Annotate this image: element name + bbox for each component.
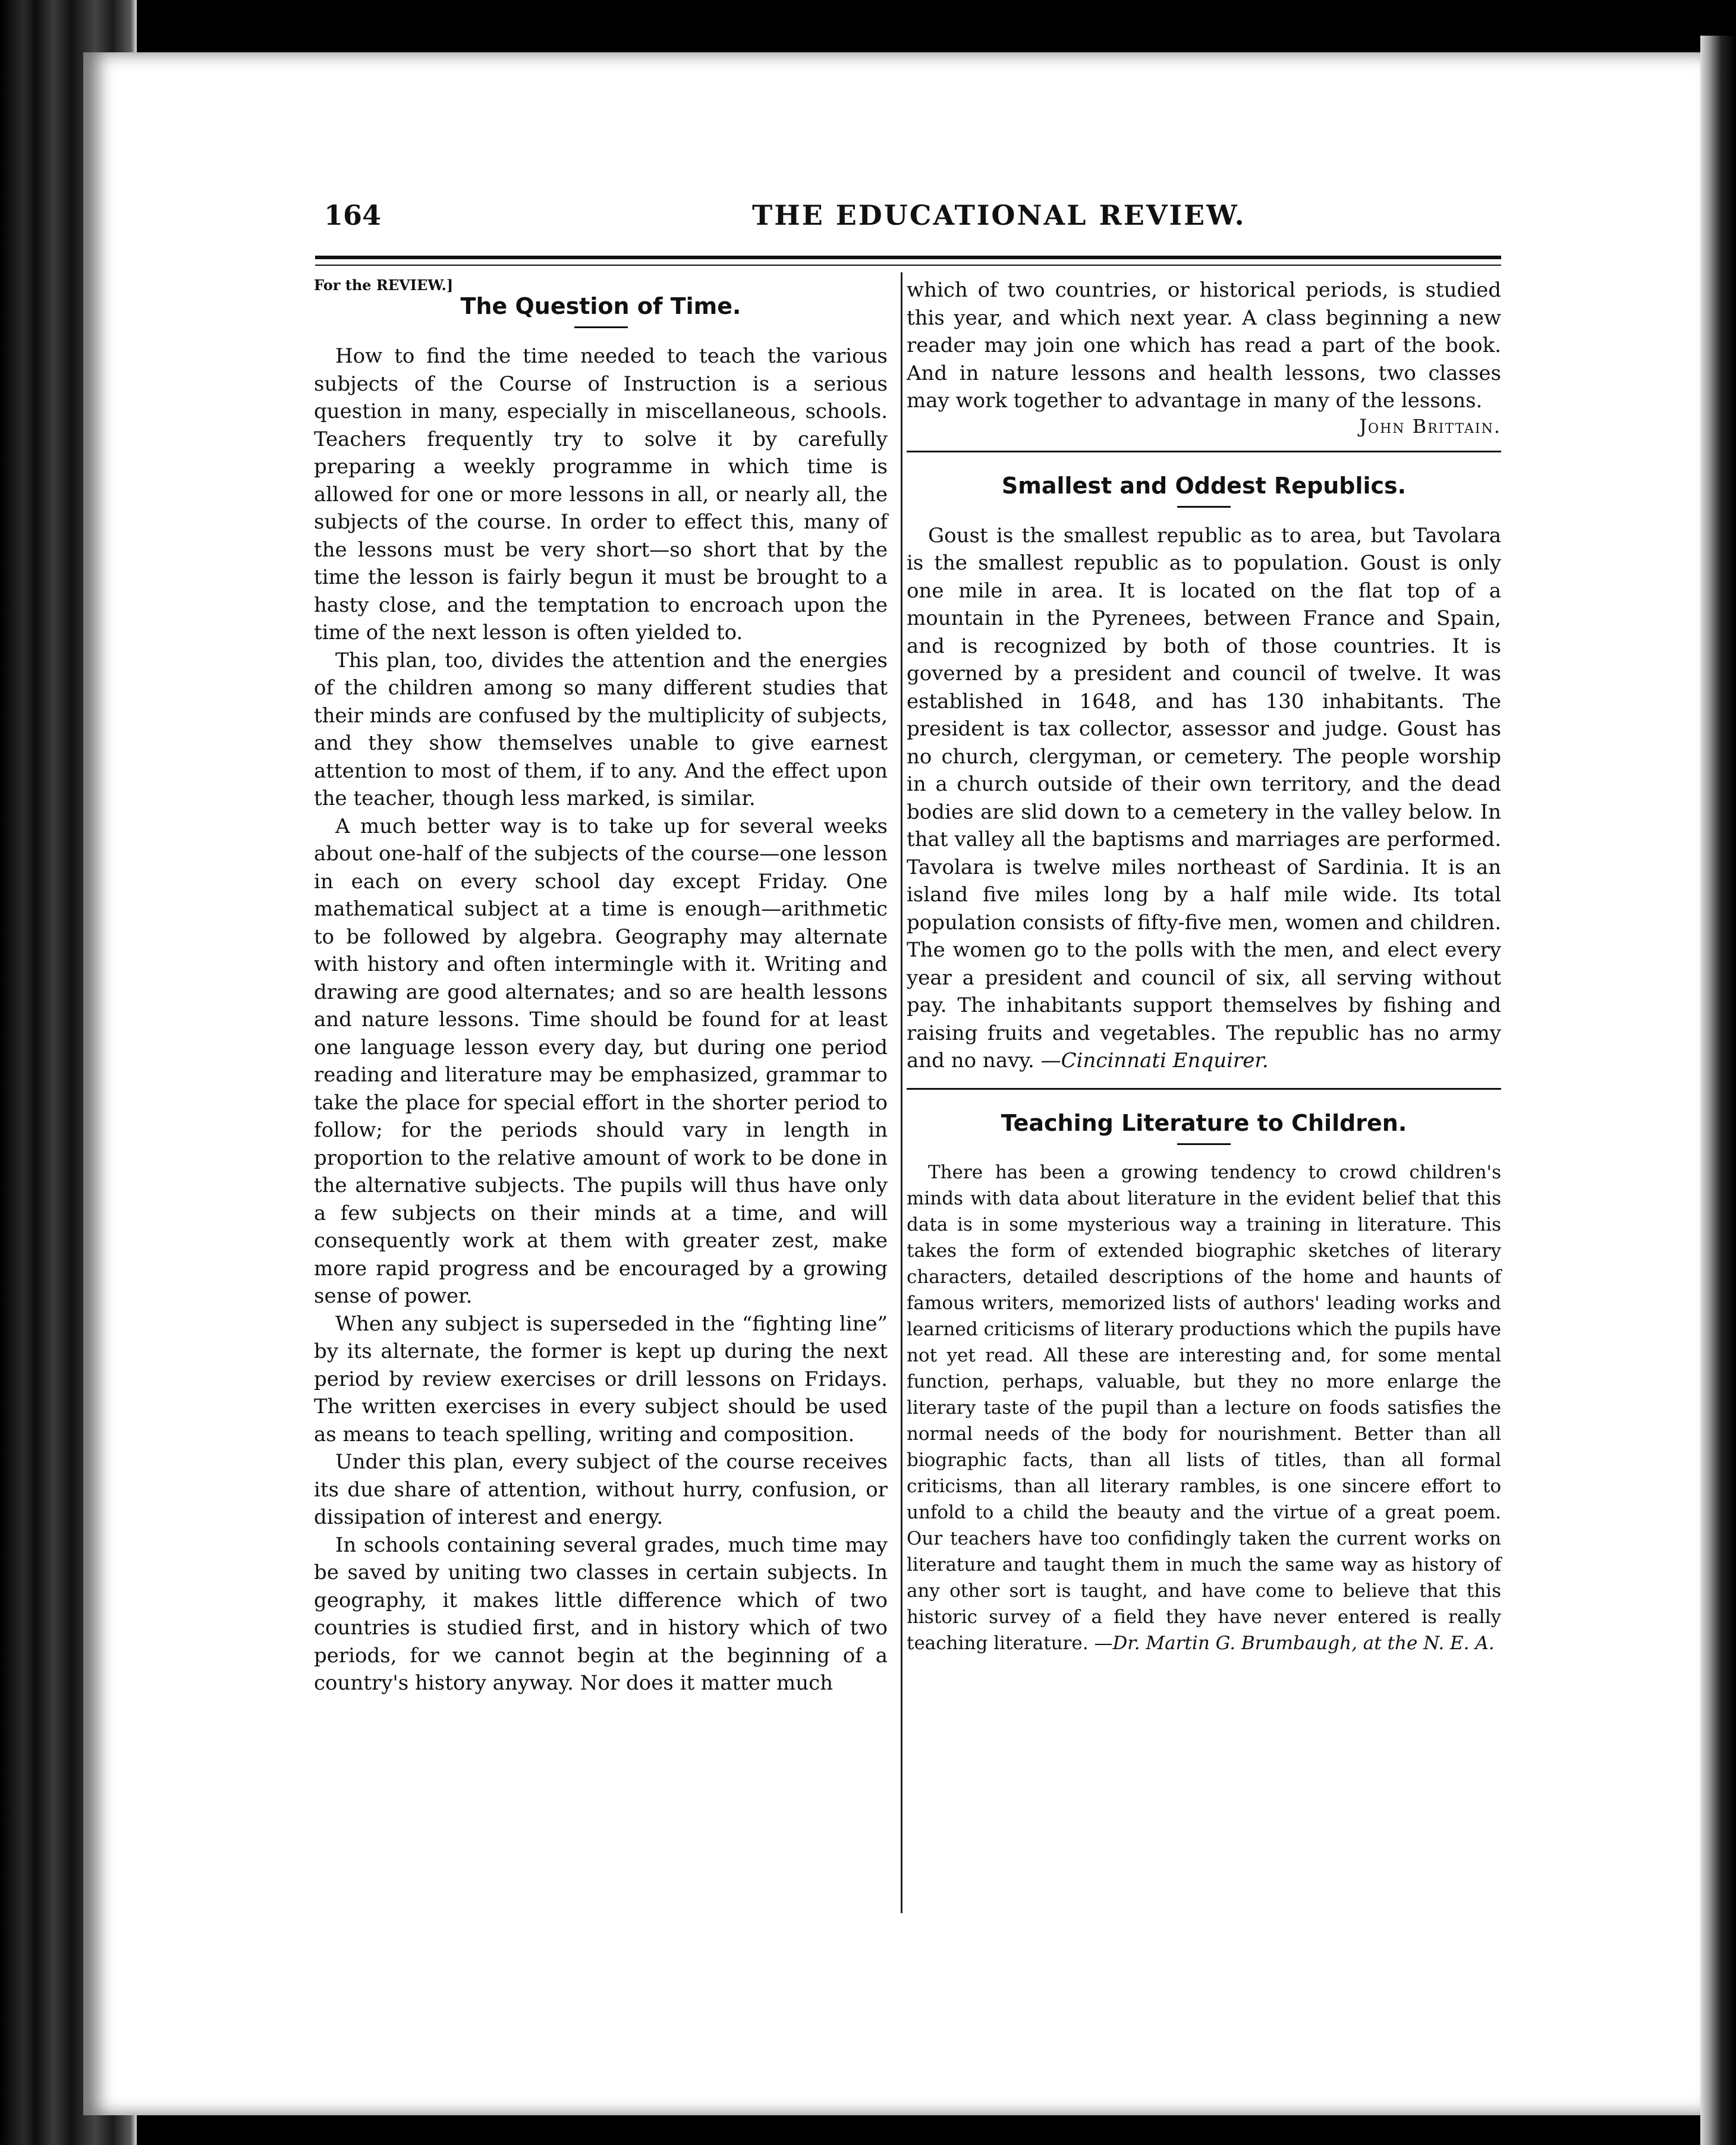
right-column (907, 276, 1501, 1656)
article-continuation: which of two countries, or historical periods, is studied this year, and which next year. A class beginning a new reader may join one which has read a part of the book. And in nature lessons and health lessons, two classes may work together to advantage in many of the lessons. (907, 278, 1501, 413)
title-rule (1177, 1143, 1231, 1145)
left-column (314, 276, 888, 1697)
header-rule-thin (315, 265, 1501, 266)
page-number: 164 (324, 199, 382, 231)
article-body-text: There has been a growing tendency to crowd children's minds with data about literature in the evident belief that this data is in some mysterious way a training in literature. This takes the form of extended biographic sketches of literary characters, detailed descriptions of the home and haunts of famous writers, memorized lists of authors' leading works and learned criticisms of literary productions which the pupils have not yet read. All these are interesting and, for some mental function, perhaps, valuable, but they no more enlarge the literary taste of the pupil than a lecture on foods satisfies the normal needs of the body for nourishment. Better than all biographic facts, than all lists of titles, than all formal criticisms, than all literary rambles, is one sincere effort to unfold to a child the beauty and the virtue of a great poem. Our teachers have too confidingly taken the current works on literature and taught them in much the same way as history of any other sort is taught, and have come to believe that this historic survey of a field they have never entered is really teaching literature. (907, 1161, 1501, 1654)
article-title-teaching-literature: Teaching Literature to Children. (1001, 1109, 1407, 1136)
article-source: —Cincinnati Enquirer. (1040, 1049, 1269, 1072)
article-body (907, 1159, 1501, 1656)
article-paragraph: This plan, too, divides the attention and the energies of the children among so many different studies that their minds are confused by the multiplicity of subjects, and they show themselves unable to give earnest attention to most of them, if to any. And the effect upon the teacher, though less marked, is similar. (314, 648, 888, 810)
title-rule (1177, 506, 1231, 508)
article-paragraph: How to find the time needed to teach the various subjects of the Course of Instruction is a serious question in many, especially in miscellaneous, schools. Teachers frequently try to solve it by carefully preparing a weekly programme in which time is allowed for one or more lessons in all, or nearly all, the subjects of the course. In order to effect this, many of the lessons must be very short—so short that by the time the lesson is fairly begun it must be brought to a hasty close, and the temptation to encroach upon the time of the next lesson is often yielded to. (314, 344, 888, 644)
title-rule (574, 326, 628, 328)
article-body (907, 522, 1501, 1075)
article-paragraph: A much better way is to take up for several weeks about one-half of the subjects of the course—one lesson in each on every school day except Friday. One mathematical subject at a time is enough—arithmetic to be followed by algebra. Geography may alternate with history and often intermingle with it. Writing and drawing are good alternates; and so are health lessons and nature lessons. Time should be found for at least one language lesson every day, but during one period reading and literature may be emphasized, grammar to take the place for special effort in the shorter period to follow; for the periods should vary in length in proportion to the relative amount of work to be done in the alternative subjects. The pupils will thus have only a few subjects on their minds at a time, and will consequently work at them with greater zest, make more rapid progress and be encouraged by a growing sense of power. (314, 814, 888, 1308)
journal-title: THE EDUCATIONAL REVIEW. (752, 199, 1246, 231)
section-divider (907, 451, 1501, 452)
article-body-text: Goust is the smallest republic as to area, but Tavolara is the smallest republic as to population. Goust is only one mile in area. It is located on the flat top of a mountain in the Pyrenees, between France and Spain, and is recognized by both of those countries. It is governed by a president and council of twelve. It was established in 1648, and has 130 inhabitants. The president is tax collector, assessor and judge. Goust has no church, clergyman, or cemetery. The people worship in a church outside of their own territory, and the dead bodies are slid down to a cemetery in the valley below. In that valley all the baptisms and marriages are performed. Tavolara is twelve miles northeast of Sardinia. It is an island five miles long by a half mile wide. Its total population consists of fifty-five men, women and children. The women go to the polls with the men, and elect every year a president and council of six, all serving without pay. The inhabitants support themselves by fishing and raising fruits and vegetables. The republic has no army and no navy. (907, 523, 1501, 1072)
section-divider (907, 1088, 1501, 1090)
author-signature: John Brittain. (1359, 414, 1501, 438)
article-paragraph: Under this plan, every subject of the course receives its due share of attention, without hurry, confusion, or dissipation of interest and energy. (314, 1450, 888, 1529)
column-divider (901, 272, 902, 1913)
article-paragraph: In schools containing several grades, much time may be saved by uniting two classes in certain subjects. In geography, it makes little difference which of two countries is studied first, and in history which of two periods, for we cannot begin at the beginning of a country's history anyway. Nor does it matter much (314, 1533, 888, 1695)
article-title-smallest-republics: Smallest and Oddest Republics. (1001, 472, 1407, 499)
for-the-review-line: For the REVIEW.] (314, 276, 454, 294)
page-right-edge (1700, 36, 1736, 2145)
article-paragraph: When any subject is superseded in the “fighting line” by its alternate, the former is kept up during the next period by review exercises or drill lessons on Fridays. The written exercises in every subject should be used as means to teach spelling, writing and composition. (314, 1311, 888, 1446)
article-source: —Dr. Martin G. Brumbaugh, at the N. E. A. (1094, 1632, 1495, 1654)
header-rule-thick (315, 256, 1501, 259)
article-title-question-of-time: The Question of Time. (460, 293, 741, 319)
